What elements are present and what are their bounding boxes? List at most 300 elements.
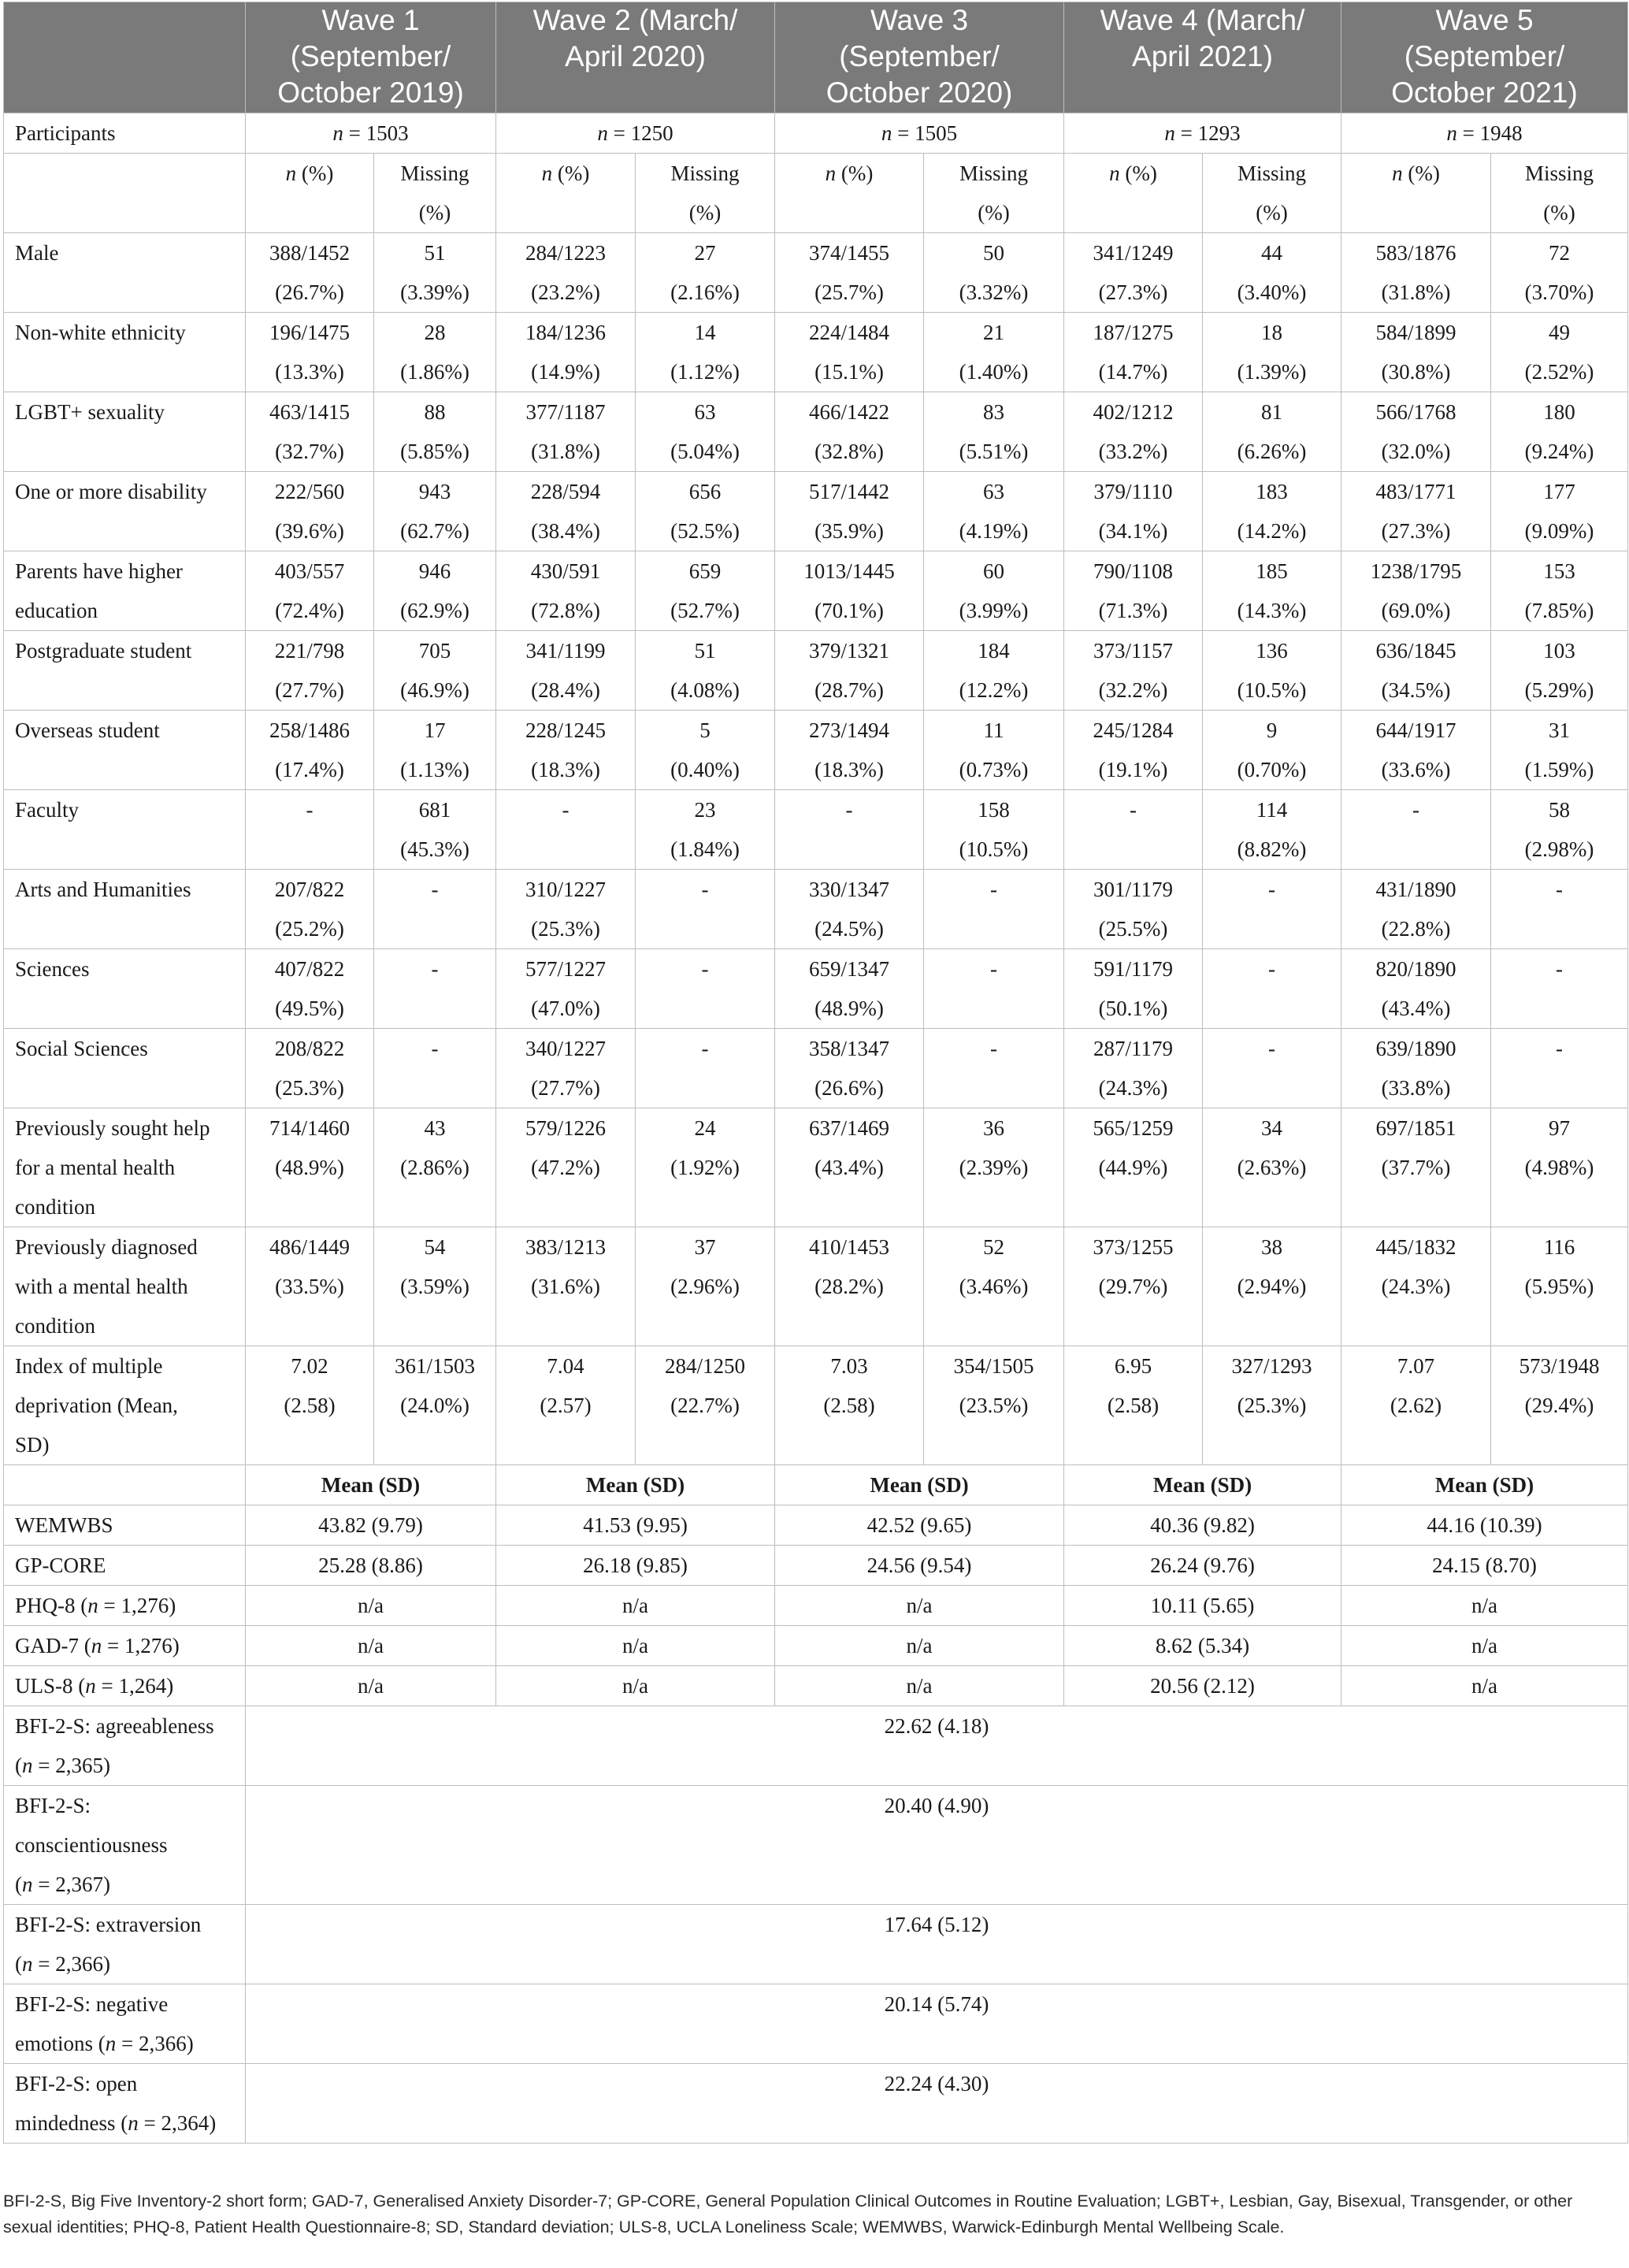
subheader-n-pct <box>246 154 374 233</box>
table-row <box>4 551 1628 631</box>
cell-pct: (5.95%) <box>1524 1275 1594 1298</box>
scale-value: n/a <box>246 1586 496 1626</box>
n-pct-cell <box>1341 631 1491 711</box>
missing-cell <box>924 392 1064 472</box>
scale-label <box>4 1626 246 1666</box>
bfi-n: = 2,364) <box>143 2111 217 2135</box>
cell-pct: (2.98%) <box>1524 837 1594 861</box>
n-pct-cell <box>496 551 636 631</box>
cell-pct: (5.29%) <box>1524 678 1594 702</box>
missing-cell <box>1203 1227 1341 1346</box>
bfi-label-line: BFI-2-S: <box>15 1794 91 1817</box>
n-pct-cell <box>246 1227 374 1346</box>
missing-cell <box>636 1108 775 1227</box>
missing-cell <box>636 949 775 1029</box>
cell-pct: (34.5%) <box>1381 678 1451 702</box>
bfi-label-line: BFI-2-S: agreeableness <box>15 1714 214 1738</box>
cell-pct: (25.3%) <box>1237 1394 1307 1417</box>
cell-value: 258/1486 <box>269 718 350 742</box>
missing-cell <box>1491 233 1628 313</box>
cell-value: - <box>1412 798 1419 822</box>
scale-row <box>4 1666 1628 1706</box>
n-pct-cell <box>246 949 374 1029</box>
cell-value: 183 <box>1256 480 1288 503</box>
cell-value: 52 <box>983 1235 1004 1259</box>
scale-value: n/a <box>496 1586 775 1626</box>
missing-cell <box>1491 711 1628 790</box>
cell-pct: (48.9%) <box>814 997 884 1020</box>
missing-cell <box>374 313 496 392</box>
pct-label: (%) <box>1119 161 1157 185</box>
cell-pct: (29.7%) <box>1098 1275 1168 1298</box>
cell-value: 341/1249 <box>1093 241 1174 265</box>
pct-label: (%) <box>296 161 334 185</box>
missing-cell <box>924 1029 1064 1108</box>
cell-value: 81 <box>1261 400 1282 424</box>
cell-pct: (25.3%) <box>275 1076 344 1100</box>
cell-value: 44 <box>1261 241 1282 265</box>
cell-value: 483/1771 <box>1375 480 1456 503</box>
cell-pct: (33.2%) <box>1098 440 1168 463</box>
n-pct-cell <box>1341 472 1491 551</box>
row-label-line: One or more disability <box>15 480 207 503</box>
missing-cell <box>1491 631 1628 711</box>
cell-value: - <box>1268 957 1275 981</box>
cell-pct: (43.4%) <box>814 1156 884 1179</box>
bfi-row <box>4 1984 1628 2064</box>
row-label <box>4 1029 246 1108</box>
participants-row <box>4 113 1628 154</box>
cell-value: 158 <box>978 798 1010 822</box>
cell-pct: (1.84%) <box>670 837 740 861</box>
subheader-missing <box>374 154 496 233</box>
cell-value: 72 <box>1549 241 1570 265</box>
bfi-label-line: ( <box>15 1754 22 1777</box>
table-footnote: BFI-2-S, Big Five Inventory-2 short form; GAD-7, Generalised Anxiety Disorder-7; GP-CORE, General Population Clinical Outcomes in Routine Evaluation; LGBT+, Lesbian, Gay, Bisexual, Transgender, or other sexual identities; PHQ-8, Patient Health Questionnaire-8; SD, Standard deviation; ULS-8, UCLA Loneliness Scale; WEMWBS, Warwick-Edinburgh Mental Wellbeing Scale. <box>3 2192 1573 2236</box>
cell-pct: (14.2%) <box>1237 519 1307 543</box>
cell-value: - <box>431 878 439 901</box>
scale-value: n/a <box>246 1626 496 1666</box>
row-label-line: with a mental health <box>15 1275 188 1298</box>
n-pct-cell <box>1064 313 1203 392</box>
cell-pct: (45.3%) <box>400 837 469 861</box>
n-pct-cell <box>1341 1346 1491 1465</box>
scale-label <box>4 1586 246 1626</box>
cell-pct: (22.8%) <box>1381 917 1451 941</box>
header-wave-1: Wave 1 (September/ October 2019) <box>246 2 496 113</box>
missing-cell <box>374 631 496 711</box>
cell-value: 185 <box>1256 559 1288 583</box>
missing-cell <box>1491 949 1628 1029</box>
cell-pct: (18.3%) <box>531 758 600 781</box>
bfi-label <box>4 1984 246 2064</box>
cell-value: 407/822 <box>274 957 345 981</box>
cell-pct: (25.5%) <box>1098 917 1168 941</box>
scale-value: 10.11 (5.65) <box>1064 1586 1341 1626</box>
cell-pct: (2.58) <box>284 1394 336 1417</box>
bfi-label-line: ( <box>15 1873 22 1896</box>
row-label-line: SD) <box>15 1433 50 1457</box>
scale-value: n/a <box>775 1626 1064 1666</box>
table-row <box>4 472 1628 551</box>
missing-cell <box>924 790 1064 870</box>
n-pct-cell <box>775 233 924 313</box>
cell-pct: (32.8%) <box>814 440 884 463</box>
cell-pct: (70.1%) <box>814 599 884 622</box>
n-pct-cell <box>496 870 636 949</box>
missing-cell <box>1203 392 1341 472</box>
n-symbol: n <box>285 161 297 185</box>
cell-pct: (3.40%) <box>1237 280 1307 304</box>
n-pct-cell <box>246 870 374 949</box>
missing-label: Missing <box>959 161 1029 185</box>
n-pct-cell <box>496 472 636 551</box>
cell-pct: (3.32%) <box>959 280 1029 304</box>
table-row <box>4 1227 1628 1346</box>
n-pct-cell <box>1341 790 1491 870</box>
cell-value: 637/1469 <box>808 1116 889 1140</box>
n-pct-cell <box>246 1029 374 1108</box>
n-pct-cell <box>246 233 374 313</box>
row-label <box>4 1346 246 1465</box>
subheader-missing <box>1203 154 1341 233</box>
cell-value: 697/1851 <box>1375 1116 1456 1140</box>
cell-value: 54 <box>424 1235 446 1259</box>
bfi-row <box>4 1706 1628 1786</box>
cell-pct: (72.4%) <box>275 599 344 622</box>
cell-pct: (2.63%) <box>1237 1156 1307 1179</box>
cell-pct: (33.8%) <box>1381 1076 1451 1100</box>
cell-value: - <box>562 798 570 822</box>
missing-cell <box>636 790 775 870</box>
scale-n: = 1,276) <box>103 1594 176 1617</box>
cell-value: 50 <box>983 241 1004 265</box>
scale-value: 26.24 (9.76) <box>1064 1546 1341 1586</box>
cell-pct: (24.3%) <box>1381 1275 1451 1298</box>
n-symbol: n <box>1392 161 1403 185</box>
bfi-value: 22.24 (4.30) <box>246 2064 1628 2144</box>
cell-pct: (28.2%) <box>814 1275 884 1298</box>
missing-cell <box>1203 472 1341 551</box>
scale-value: 25.28 (8.86) <box>246 1546 496 1586</box>
cell-pct: (31.8%) <box>531 440 600 463</box>
bfi-value: 17.64 (5.12) <box>246 1905 1628 1984</box>
cell-pct: (2.52%) <box>1524 360 1594 384</box>
n-pct-cell <box>775 1346 924 1465</box>
n-pct-cell <box>1064 472 1203 551</box>
n-symbol: n <box>128 2111 139 2135</box>
missing-cell <box>374 233 496 313</box>
row-label-line: education <box>15 599 98 622</box>
cell-pct: (27.3%) <box>1381 519 1451 543</box>
cell-value: - <box>431 1037 439 1060</box>
participants-wave-4: n = 1293 <box>1064 113 1341 154</box>
participants-wave-2: n = 1250 <box>496 113 775 154</box>
missing-cell <box>924 711 1064 790</box>
missing-pct-label: (%) <box>418 201 451 225</box>
cell-pct: (37.7%) <box>1381 1156 1451 1179</box>
n-pct-cell <box>496 392 636 472</box>
cell-pct: (1.40%) <box>959 360 1029 384</box>
cell-value: 14 <box>694 321 716 344</box>
cell-value: 136 <box>1256 639 1288 663</box>
cell-pct: (18.3%) <box>814 758 884 781</box>
cell-pct: (32.0%) <box>1381 440 1451 463</box>
n-pct-cell <box>775 631 924 711</box>
subheader-missing <box>636 154 775 233</box>
cell-value: 51 <box>424 241 446 265</box>
n-pct-cell <box>246 631 374 711</box>
cell-pct: (62.9%) <box>400 599 469 622</box>
cell-pct: (1.86%) <box>400 360 469 384</box>
row-label <box>4 392 246 472</box>
n-pct-cell <box>246 1108 374 1227</box>
n-pct-cell <box>1341 870 1491 949</box>
cell-pct: (29.4%) <box>1524 1394 1594 1417</box>
cell-value: 21 <box>983 321 1004 344</box>
cell-value: 49 <box>1549 321 1570 344</box>
cell-value: 17 <box>424 718 446 742</box>
n-pct-cell <box>775 392 924 472</box>
cell-value: 63 <box>983 480 1004 503</box>
cell-value: 6.95 <box>1114 1354 1152 1378</box>
subheader-row <box>4 154 1628 233</box>
cell-value: 116 <box>1543 1235 1575 1259</box>
missing-cell <box>636 472 775 551</box>
cell-value: 820/1890 <box>1375 957 1456 981</box>
cell-value: 31 <box>1549 718 1570 742</box>
cell-value: 9 <box>1266 718 1278 742</box>
missing-cell <box>636 313 775 392</box>
cell-value: 340/1227 <box>525 1037 606 1060</box>
scale-value: 8.62 (5.34) <box>1064 1626 1341 1666</box>
mean-sd-label: Mean (SD) <box>496 1465 775 1505</box>
pct-label: (%) <box>1402 161 1440 185</box>
scale-value: 24.15 (8.70) <box>1341 1546 1628 1586</box>
cell-pct: (5.85%) <box>400 440 469 463</box>
cell-pct: (44.9%) <box>1098 1156 1168 1179</box>
cell-pct: (2.96%) <box>670 1275 740 1298</box>
cell-value: 943 <box>418 480 451 503</box>
cell-pct: (27.7%) <box>531 1076 600 1100</box>
cell-pct: (14.9%) <box>531 360 600 384</box>
cell-pct: (3.99%) <box>959 599 1029 622</box>
missing-cell <box>924 949 1064 1029</box>
cell-pct: (7.85%) <box>1524 599 1594 622</box>
n-pct-cell <box>1064 551 1203 631</box>
missing-label: Missing <box>400 161 469 185</box>
cell-value: 245/1284 <box>1093 718 1174 742</box>
cell-pct: (23.2%) <box>531 280 600 304</box>
cell-pct: (24.3%) <box>1098 1076 1168 1100</box>
n-pct-cell <box>1341 1108 1491 1227</box>
missing-cell <box>924 313 1064 392</box>
table-row <box>4 1108 1628 1227</box>
bfi-label-line: BFI-2-S: extraversion <box>15 1913 202 1936</box>
mean-sd-label: Mean (SD) <box>1341 1465 1628 1505</box>
row-label-line: Arts and Humanities <box>15 878 191 901</box>
participants-wave-1: n = 1503 <box>246 113 496 154</box>
cell-pct: (14.7%) <box>1098 360 1168 384</box>
cell-value: 7.02 <box>291 1354 328 1378</box>
scale-value: 42.52 (9.65) <box>775 1505 1064 1546</box>
table-row <box>4 711 1628 790</box>
mean-sd-header-row <box>4 1465 1628 1505</box>
n-symbol: n <box>1109 161 1120 185</box>
cell-value: 573/1948 <box>1519 1354 1600 1378</box>
table-row <box>4 233 1628 313</box>
cell-pct: (26.7%) <box>275 280 344 304</box>
participants-wave-5: n = 1948 <box>1341 113 1628 154</box>
cell-pct: (31.8%) <box>1381 280 1451 304</box>
cell-pct: (25.3%) <box>531 917 600 941</box>
n-symbol: n <box>87 1594 98 1617</box>
cell-pct: (15.1%) <box>814 360 884 384</box>
cell-pct: (32.2%) <box>1098 678 1168 702</box>
cell-value: 341/1199 <box>525 639 606 663</box>
cell-value: 37 <box>694 1235 716 1259</box>
cell-value: 88 <box>424 400 446 424</box>
cell-pct: (32.7%) <box>275 440 344 463</box>
cell-value: 1013/1445 <box>803 559 895 583</box>
cell-value: 463/1415 <box>269 400 350 424</box>
scale-value: 24.56 (9.54) <box>775 1546 1064 1586</box>
cell-value: 83 <box>983 400 1004 424</box>
n-pct-cell <box>1341 1029 1491 1108</box>
row-label-line: condition <box>15 1195 95 1219</box>
cell-value: - <box>701 957 709 981</box>
mean-sd-label: Mean (SD) <box>775 1465 1064 1505</box>
missing-cell <box>374 1108 496 1227</box>
cell-pct: (47.0%) <box>531 997 600 1020</box>
cell-pct: (46.9%) <box>400 678 469 702</box>
cell-pct: (71.3%) <box>1098 599 1168 622</box>
cell-value: 379/1110 <box>1093 480 1173 503</box>
missing-cell <box>924 551 1064 631</box>
cell-value: 7.07 <box>1397 1354 1435 1378</box>
bfi-n: = 2,365) <box>38 1754 110 1777</box>
cell-value: 287/1179 <box>1093 1037 1173 1060</box>
cell-value: 273/1494 <box>808 718 889 742</box>
bfi-n: = 2,366) <box>121 2032 194 2055</box>
cell-pct: (25.2%) <box>275 917 344 941</box>
bfi-label-line: BFI-2-S: open <box>15 2072 138 2095</box>
cell-pct: (9.24%) <box>1524 440 1594 463</box>
n-pct-cell <box>1064 790 1203 870</box>
subheader-missing <box>924 154 1064 233</box>
n-pct-cell <box>496 313 636 392</box>
n-pct-cell <box>496 790 636 870</box>
cell-pct: (9.09%) <box>1524 519 1594 543</box>
scale-name: PHQ-8 ( <box>15 1594 88 1617</box>
n-symbol: n <box>85 1674 96 1698</box>
pct-label: (%) <box>836 161 874 185</box>
n-pct-cell <box>1064 233 1203 313</box>
row-label-line: Previously diagnosed <box>15 1235 198 1259</box>
cell-value: 38 <box>1261 1235 1282 1259</box>
cell-pct: (35.9%) <box>814 519 884 543</box>
n-pct-cell <box>1064 631 1203 711</box>
missing-cell <box>924 472 1064 551</box>
n-pct-cell <box>246 313 374 392</box>
cell-pct: (14.3%) <box>1237 599 1307 622</box>
table-row <box>4 1029 1628 1108</box>
row-label-line: for a mental health <box>15 1156 176 1179</box>
cell-value: - <box>845 798 853 822</box>
cell-pct: (2.86%) <box>400 1156 469 1179</box>
bfi-label-line: conscientiousness <box>15 1833 168 1857</box>
missing-cell <box>1203 711 1341 790</box>
n-pct-cell <box>496 1346 636 1465</box>
missing-cell <box>374 551 496 631</box>
missing-label: Missing <box>670 161 740 185</box>
n-symbol: n <box>22 1952 33 1976</box>
table-row <box>4 313 1628 392</box>
bfi-row <box>4 2064 1628 2144</box>
table-row <box>4 949 1628 1029</box>
cell-pct: (33.6%) <box>1381 758 1451 781</box>
n-pct-cell <box>1341 949 1491 1029</box>
cell-pct: (0.70%) <box>1237 758 1307 781</box>
n-pct-cell <box>1341 1227 1491 1346</box>
missing-cell <box>374 1029 496 1108</box>
row-label <box>4 790 246 870</box>
scale-label <box>4 1666 246 1706</box>
participants-wave-3: n = 1505 <box>775 113 1064 154</box>
cell-pct: (1.59%) <box>1524 758 1594 781</box>
cell-value: - <box>306 798 314 822</box>
missing-cell <box>1491 1029 1628 1108</box>
cell-pct: (23.5%) <box>959 1394 1029 1417</box>
cell-pct: (26.6%) <box>814 1076 884 1100</box>
cell-value: 361/1503 <box>394 1354 475 1378</box>
n-pct-cell <box>1064 1227 1203 1346</box>
n-pct-cell <box>496 949 636 1029</box>
cell-value: 431/1890 <box>1375 878 1456 901</box>
cell-value: 11 <box>983 718 1004 742</box>
cell-value: - <box>701 878 709 901</box>
cell-value: 27 <box>694 241 716 265</box>
cell-value: 97 <box>1549 1116 1570 1140</box>
n-pct-cell <box>1341 313 1491 392</box>
cell-value: 705 <box>418 639 451 663</box>
n-pct-cell <box>1341 551 1491 631</box>
n-pct-cell <box>775 551 924 631</box>
cell-pct: (47.2%) <box>531 1156 600 1179</box>
missing-cell <box>1203 949 1341 1029</box>
n-pct-cell <box>246 551 374 631</box>
n-pct-cell <box>775 870 924 949</box>
cell-value: 354/1505 <box>953 1354 1034 1378</box>
n-pct-cell <box>246 711 374 790</box>
cell-pct: (10.5%) <box>1237 678 1307 702</box>
cell-value: 327/1293 <box>1231 1354 1312 1378</box>
cell-value: 374/1455 <box>808 241 889 265</box>
cell-pct: (3.70%) <box>1524 280 1594 304</box>
cell-value: 5 <box>699 718 711 742</box>
scale-name: WEMWBS <box>15 1513 113 1537</box>
n-pct-cell <box>1341 392 1491 472</box>
scale-value: n/a <box>1341 1586 1628 1626</box>
cell-value: 656 <box>688 480 722 503</box>
cell-pct: (52.7%) <box>670 599 740 622</box>
n-pct-cell <box>1064 1029 1203 1108</box>
row-label-line: Non-white ethnicity <box>15 321 186 344</box>
missing-pct-label: (%) <box>688 201 722 225</box>
cell-pct: (31.6%) <box>531 1275 600 1298</box>
scale-name: ULS-8 ( <box>15 1674 86 1698</box>
cell-value: 486/1449 <box>269 1235 350 1259</box>
